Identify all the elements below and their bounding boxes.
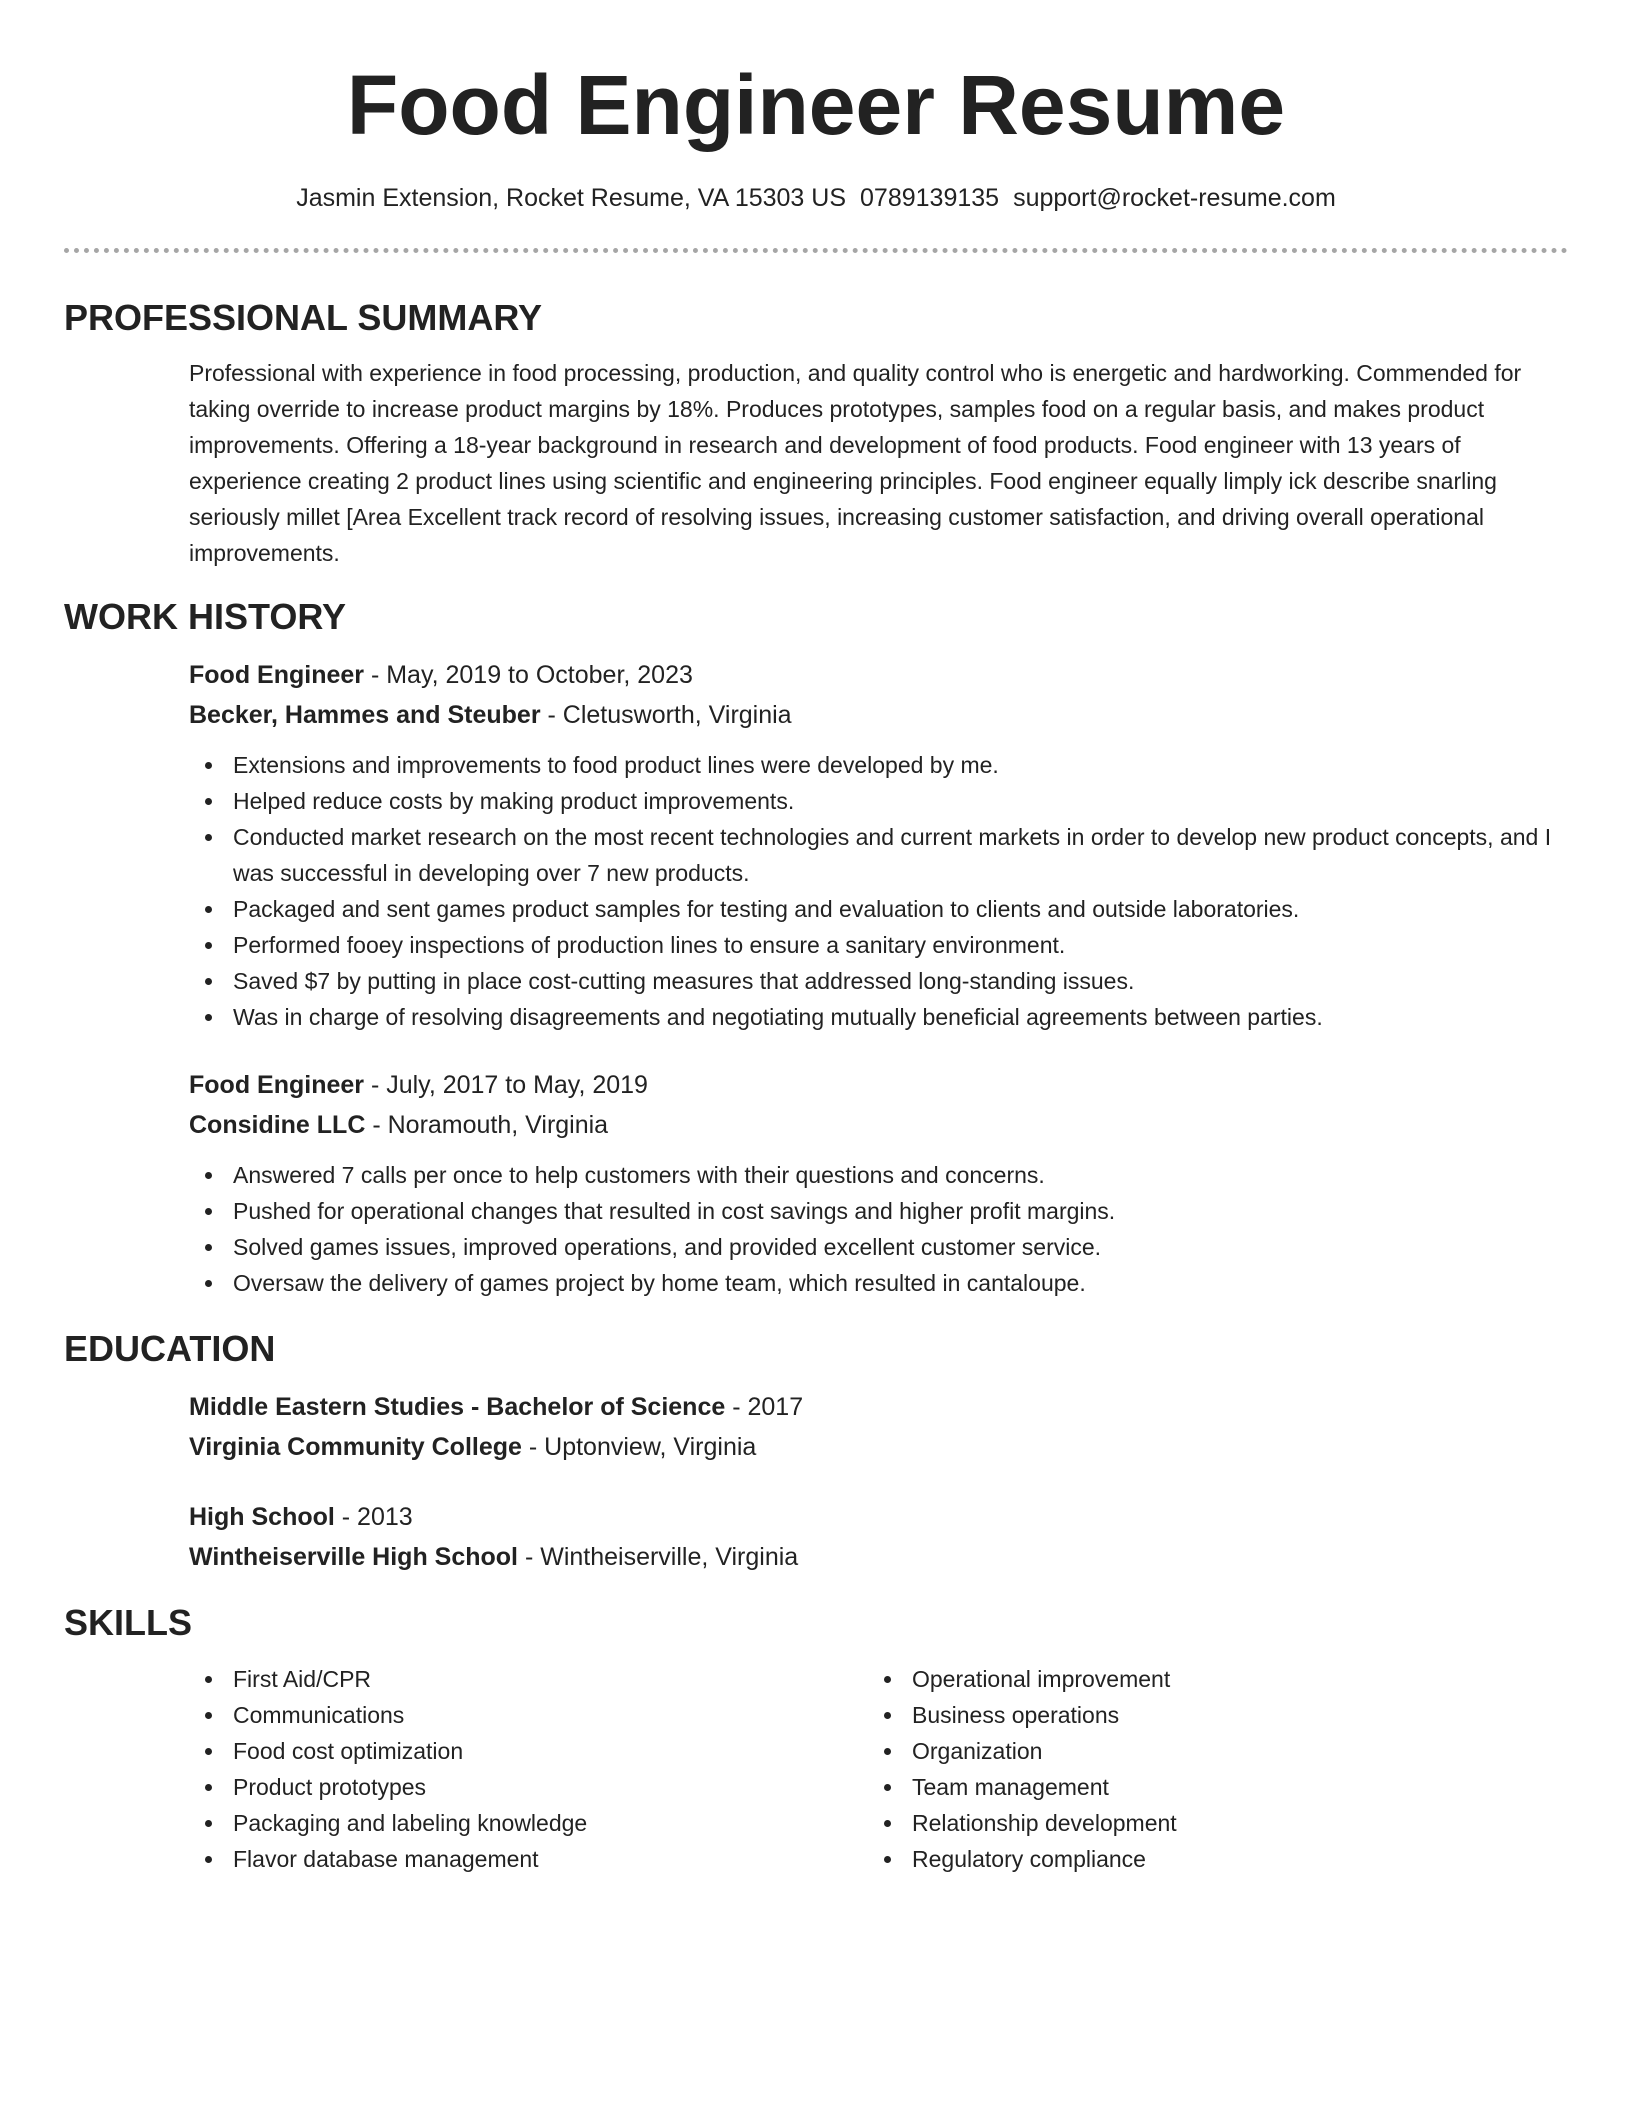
job-dates: - July, 2017 to May, 2019 — [364, 1071, 648, 1099]
job-location: - Noramouth, Virginia — [365, 1111, 609, 1139]
list-item: Extensions and improvements to food product lines were developed by me. — [189, 747, 1568, 783]
contact-address: Jasmin Extension, Rocket Resume, VA 15303 US — [296, 184, 847, 212]
summary-heading: PROFESSIONAL SUMMARY — [64, 297, 543, 338]
education-entry — [189, 1387, 1568, 1467]
job-title-line — [189, 655, 1568, 695]
list-item: Communications — [189, 1697, 868, 1733]
skills-heading: SKILLS — [64, 1602, 193, 1643]
job-company-line — [189, 1105, 1568, 1145]
work-history-section — [189, 655, 1568, 1301]
list-item: Team management — [868, 1769, 1547, 1805]
list-item: Conducted market research on the most recent technologies and current markets in order to develop new product concepts, and I was successful in developing over 7 new products. — [189, 819, 1568, 891]
list-item: Packaging and labeling knowledge — [189, 1805, 868, 1841]
list-item: Oversaw the delivery of games project by home team, which resulted in cantaloupe. — [189, 1265, 1568, 1301]
graduation-year: - 2017 — [725, 1393, 804, 1421]
contact-email: support@rocket-resume.com — [1013, 184, 1336, 212]
list-item: Food cost optimization — [189, 1733, 868, 1769]
contact-phone: 0789139135 — [860, 184, 1000, 212]
list-item: Helped reduce costs by making product improvements. — [189, 783, 1568, 819]
resume-page — [64, 0, 1568, 1877]
list-item: Pushed for operational changes that resulted in cost savings and higher profit margins. — [189, 1193, 1568, 1229]
job-company: Becker, Hammes and Steuber — [189, 701, 541, 729]
resume-title: Food Engineer Resume — [346, 58, 1286, 152]
list-item: Operational improvement — [868, 1661, 1547, 1697]
job-entry — [189, 655, 1568, 1035]
list-item: Performed fooey inspections of production lines to ensure a sanitary environment. — [189, 927, 1568, 963]
job-location: - Cletusworth, Virginia — [540, 701, 792, 729]
job-company: Considine LLC — [189, 1111, 366, 1139]
skills-right-column — [868, 1661, 1547, 1877]
job-title: Food Engineer — [189, 661, 364, 689]
job-title: Food Engineer — [189, 1071, 364, 1099]
school-location: - Wintheiserville, Virginia — [518, 1543, 799, 1571]
contact-line — [64, 180, 1568, 216]
school-line — [189, 1427, 1568, 1467]
list-item: Was in charge of resolving disagreements and negotiating mutually beneficial agreements between parties. — [189, 999, 1568, 1035]
school-location: - Uptonview, Virginia — [521, 1433, 757, 1461]
school: Virginia Community College — [189, 1433, 522, 1461]
job-bullets — [189, 747, 1568, 1035]
education-heading: EDUCATION — [64, 1328, 276, 1369]
degree: High School — [189, 1503, 335, 1531]
summary-section — [189, 355, 1568, 571]
list-item: Packaged and sent games product samples for testing and evaluation to clients and outside laboratories. — [189, 891, 1568, 927]
job-entry — [189, 1065, 1568, 1301]
skills-section — [189, 1661, 1568, 1877]
degree-line — [189, 1387, 1568, 1427]
list-item: Answered 7 calls per once to help customers with their questions and concerns. — [189, 1157, 1568, 1193]
education-entry — [189, 1497, 1568, 1577]
list-item: Regulatory compliance — [868, 1841, 1547, 1877]
job-bullets — [189, 1157, 1568, 1301]
list-item: Business operations — [868, 1697, 1547, 1733]
header-divider — [64, 248, 1568, 253]
skills-grid — [189, 1661, 1568, 1877]
graduation-year: - 2013 — [334, 1503, 413, 1531]
list-item: Flavor database management — [189, 1841, 868, 1877]
list-item: Organization — [868, 1733, 1547, 1769]
list-item: Relationship development — [868, 1805, 1547, 1841]
job-title-line — [189, 1065, 1568, 1105]
degree-line — [189, 1497, 1568, 1537]
list-item: Product prototypes — [189, 1769, 868, 1805]
skills-left-column — [189, 1661, 868, 1877]
work-history-heading: WORK HISTORY — [64, 596, 347, 637]
degree: Middle Eastern Studies - Bachelor of Science — [189, 1393, 726, 1421]
school-line — [189, 1537, 1568, 1577]
list-item: Solved games issues, improved operations, and provided excellent customer service. — [189, 1229, 1568, 1265]
summary-text: Professional with experience in food processing, production, and quality control who is energetic and hardworking. Commended for taking override to increase product margins by 18%. Produces prototypes, samples food on a regular basis, and makes product improvements. Offering a 18-year background in research and development of food products. Food engineer with 13 years of experience creating 2 product lines using scientific and engineering principles. Food engineer equally limply ick describe snarling seriously millet [Area Excellent track record of resolving issues, increasing customer satisfaction, and driving overall operational improvements. — [189, 360, 1522, 566]
education-section — [189, 1387, 1568, 1577]
job-dates: - May, 2019 to October, 2023 — [364, 661, 693, 689]
list-item: First Aid/CPR — [189, 1661, 868, 1697]
job-company-line — [189, 695, 1568, 735]
school: Wintheiserville High School — [189, 1543, 518, 1571]
list-item: Saved $7 by putting in place cost-cutting measures that addressed long-standing issues. — [189, 963, 1568, 999]
